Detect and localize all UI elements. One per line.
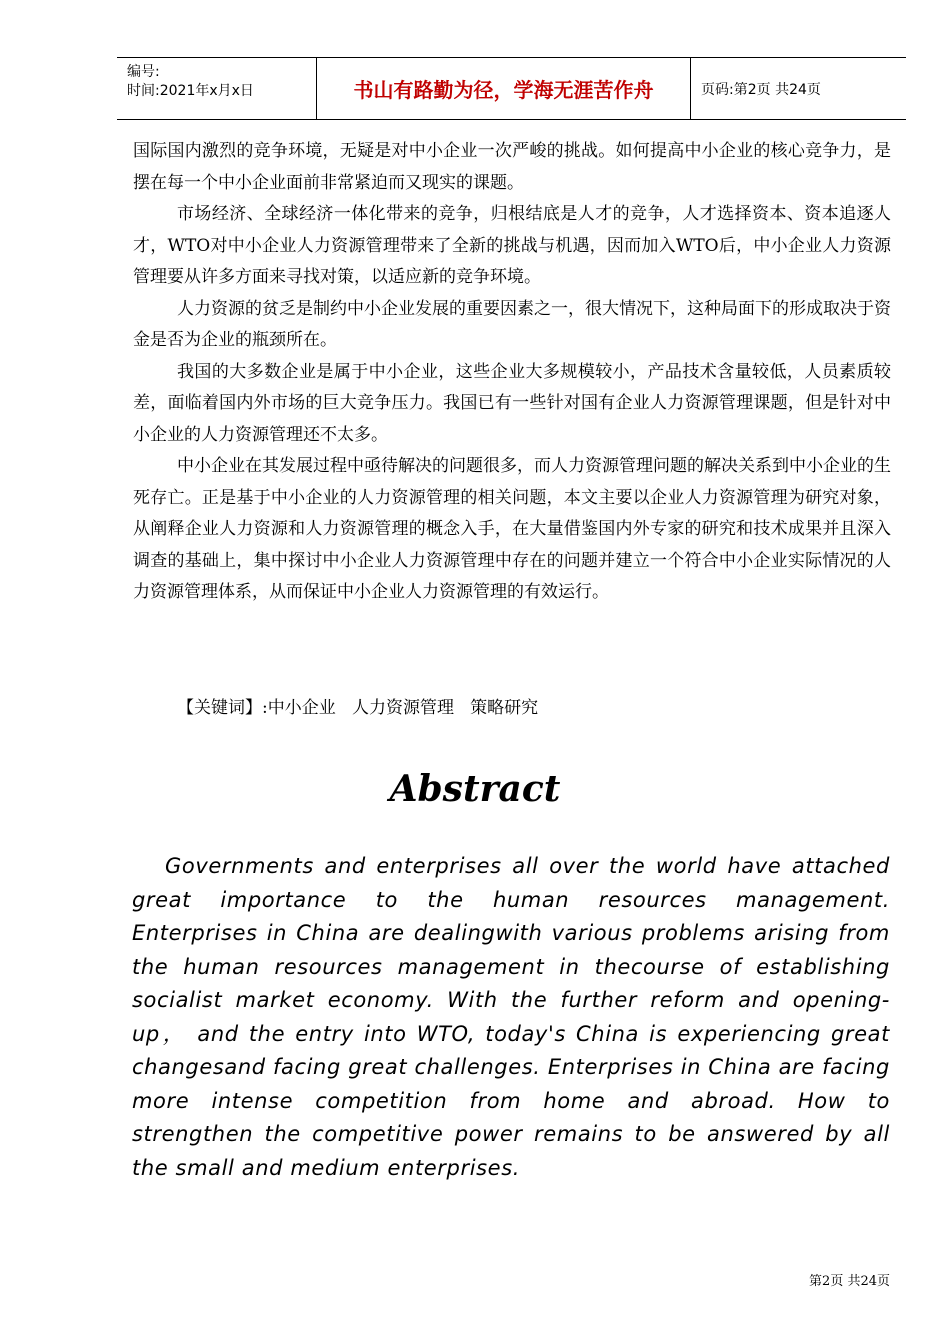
header-motto: 书山有路勤为径，学海无涯苦作舟: [317, 58, 691, 119]
header-meta: [117, 58, 317, 119]
page-footer: 第2页 共24页: [809, 1274, 890, 1289]
paragraph-1: 国际国内激烈的竞争环境，无疑是对中小企业一次严峻的挑战。如何提高中小企业的核心竞争力，是摆在每一个中小企业面前非常紧迫而又现实的课题。: [133, 141, 891, 193]
paragraph-2: 市场经济、全球经济一体化带来的竞争，归根结底是人才的竞争，人才选择资本、资本追逐人才，WTO对中小企业人力资源管理带来了全新的挑战与机遇，因而加入WTO后，中小企业人力资源管理要从许多方面来寻找对策，以适应新的竞争环境。: [133, 204, 891, 287]
page-header: [117, 57, 906, 120]
paragraph-3: 人力资源的贫乏是制约中小企业发展的重要因素之一，很大情况下，这种局面下的形成取决于资金是否为企业的瓶颈所在。: [133, 298, 891, 350]
abstract-title: Abstract: [389, 768, 561, 810]
paragraph-5: 中小企业在其发展过程中亟待解决的问题很多，而人力资源管理问题的解决关系到中小企业的生死存亡。正是基于中小企业的人力资源管理的相关问题，本文主要以企业人力资源管理为研究对象，从阐释企业人力资源和人力资源管理的概念入手，在大量借鉴国内外专家的研究和技术成果并且深入调查的基础上，集中探讨中小企业人力资源管理中存在的问题并建立一个符合中小企业实际情况的人力资源管理体系，从而保证中小企业人力资源管理的有效运行。: [133, 456, 891, 602]
header-page-label: 页码:第2页 共24页: [701, 81, 821, 98]
paragraph-4: 我国的大多数企业是属于中小企业，这些企业大多规模较小，产品技术含量较低，人员素质较差，面临着国内外市场的巨大竞争压力。我国已有一些针对国有企业人力资源管理课题，但是针对中小企业的人力资源管理还不太多。: [133, 361, 891, 445]
keywords: 【关键词】:中小企业 人力资源管理 策略研究: [177, 698, 539, 718]
abstract-text: Governments and enterprises all over the world have attached great importance to the human resources management. Enterprises in China are dealingwith various problems arising from the human resources management in thecourse of establishing socialist market economy. With the further reform and opening-up， and the entry into WTO, today's China is experiencing great changesand facing great challenges. Enterprises in China are facing more intense competition from home and abroad. How to strengthen the competitive power remains to be answered by all the small and medium enterprises.: [132, 854, 890, 1180]
number-label: 编号:: [127, 64, 160, 80]
time-label: 时间:2021年x月x日: [127, 83, 254, 99]
chinese-body: [133, 136, 891, 609]
